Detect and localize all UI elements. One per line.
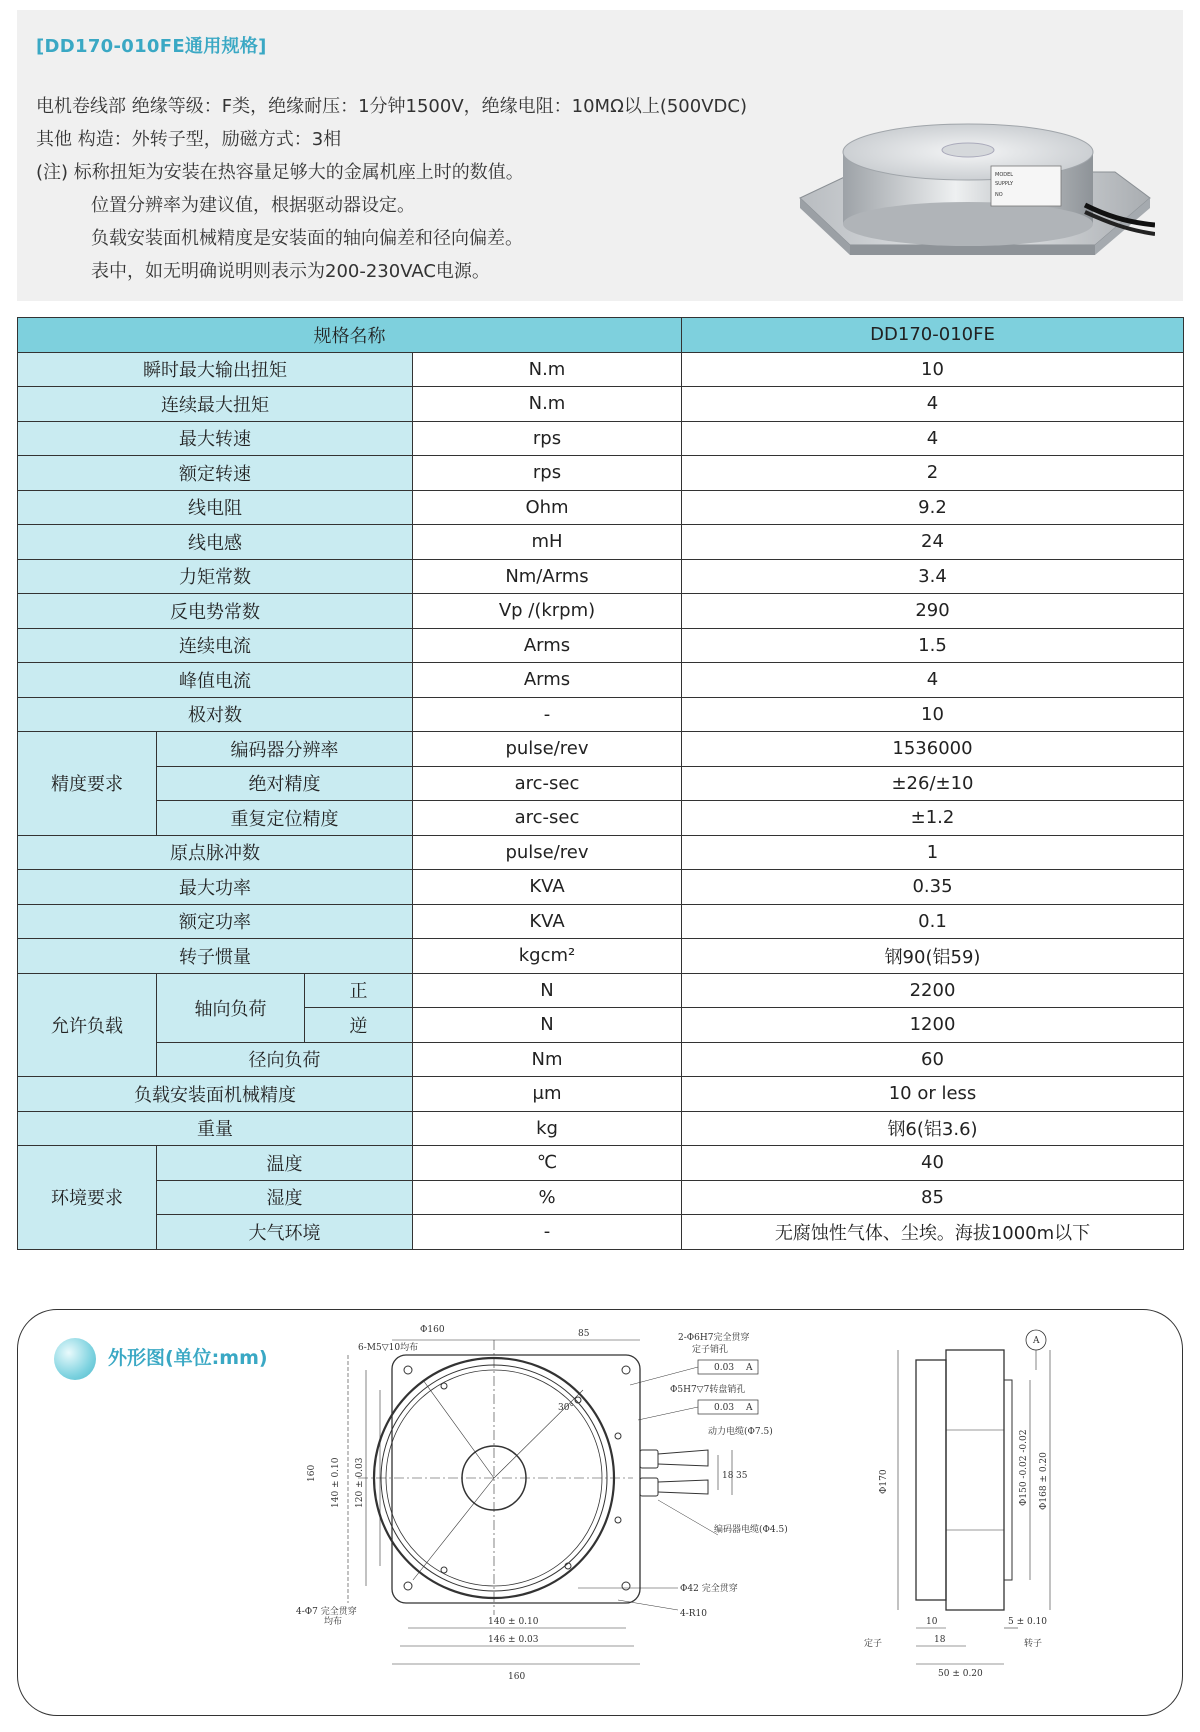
plate-supply: SUPPLY (995, 181, 1014, 187)
row-value: 10 (682, 352, 1184, 387)
dim-d42: Φ42 完全贯穿 (680, 1584, 738, 1594)
row-name: 转子惯量 (18, 939, 413, 974)
spec-table (17, 317, 1184, 1250)
row-value: 4 (682, 421, 1184, 456)
table-row (18, 1215, 1184, 1250)
table-row (18, 835, 1184, 870)
row-unit: μm (413, 1077, 682, 1112)
motor-product-photo (795, 110, 1155, 290)
row-unit: kg (413, 1111, 682, 1146)
note-line: 其他 构造：外转子型，励磁方式：3相 (36, 129, 342, 150)
table-row (18, 870, 1184, 905)
note-line: 电机卷线部 绝缘等级：F类，绝缘耐压：1分钟1500V，绝缘电阻：10MΩ以上(500VDC) (36, 96, 747, 117)
table-row (18, 697, 1184, 732)
row-name: 负载安装面机械精度 (18, 1077, 413, 1112)
note-line: 负载安装面机械精度是安装面的轴向偏差和径向偏差。 (91, 228, 523, 249)
dim-a30: 30° (558, 1403, 574, 1413)
row-value: 1200 (682, 1008, 1184, 1043)
table-row (18, 559, 1184, 594)
plate-no: NO (995, 192, 1003, 198)
dim-b146: 146 ± 0.03 (488, 1635, 539, 1645)
dim-enc: 编码器电缆(Φ4.5) (714, 1525, 788, 1535)
table-row (18, 628, 1184, 663)
table-row (18, 973, 1184, 1008)
row-value: 3.4 (682, 559, 1184, 594)
dim-s150: Φ150 -0.02 -0.02 (1019, 1429, 1029, 1506)
note-line: (注) 标称扭矩为安装在热容量足够大的金属机座上时的数值。 (36, 162, 524, 183)
row-value: 钢90(铝59) (682, 939, 1184, 974)
row-name: 最大功率 (18, 870, 413, 905)
dim-s50: 50 ± 0.20 (938, 1669, 983, 1679)
table-row (18, 1180, 1184, 1215)
row-name: 力矩常数 (18, 559, 413, 594)
table-row (18, 1077, 1184, 1112)
row-name: 重量 (18, 1111, 413, 1146)
row-unit: KVA (413, 870, 682, 905)
dim-holes: 4-Φ7 完全贯穿 (296, 1607, 357, 1617)
row-value: 24 (682, 525, 1184, 560)
row-unit: Nm (413, 1042, 682, 1077)
dim-datum2: A (746, 1403, 753, 1413)
note-line: 表中，如无明确说明则表示为200-230VAC电源。 (91, 261, 490, 282)
table-row (18, 801, 1184, 836)
table-row (18, 387, 1184, 422)
dim-s5: 5 ± 0.10 (1008, 1617, 1048, 1627)
dim-r10: 4-R10 (680, 1609, 707, 1619)
dim-v18: 18 (722, 1471, 734, 1481)
row-name: 额定转速 (18, 456, 413, 491)
row-unit: mH (413, 525, 682, 560)
dim-datum1: A (746, 1363, 753, 1373)
table-row (18, 904, 1184, 939)
table-row (18, 939, 1184, 974)
row-unit: arc-sec (413, 801, 682, 836)
spec-notes (36, 90, 747, 288)
row-value: 4 (682, 663, 1184, 698)
row-name: 反电势常数 (18, 594, 413, 629)
row-value: 10 (682, 697, 1184, 732)
row-name: 峰值电流 (18, 663, 413, 698)
dim-d160: Φ160 (420, 1325, 445, 1335)
row-unit: arc-sec (413, 766, 682, 801)
row-unit: pulse/rev (413, 835, 682, 870)
row-name: 线电阻 (18, 490, 413, 525)
row-value: 1536000 (682, 732, 1184, 767)
group-env: 环境要求 (18, 1146, 157, 1250)
row-unit: ℃ (413, 1146, 682, 1181)
row-name: 大气环境 (157, 1215, 413, 1250)
row-unit: N (413, 1008, 682, 1043)
dim-h140: 140 ± 0.10 (331, 1457, 341, 1508)
row-unit: pulse/rev (413, 732, 682, 767)
dim-b160: 160 (508, 1672, 526, 1682)
dim-v35: 35 (736, 1471, 748, 1481)
row-value: 10 or less (682, 1077, 1184, 1112)
row-name: 原点脉冲数 (18, 835, 413, 870)
row-unit: Arms (413, 628, 682, 663)
table-row (18, 490, 1184, 525)
row-name: 线电感 (18, 525, 413, 560)
table-row (18, 663, 1184, 698)
spec-title: [DD170-010FE通用规格] (36, 36, 267, 57)
row-name: 瞬时最大输出扭矩 (18, 352, 413, 387)
row-value: 无腐蚀性气体、尘埃。海拔1000m以下 (682, 1215, 1184, 1250)
row-name: 径向负荷 (157, 1042, 413, 1077)
row-unit: Vp /(krpm) (413, 594, 682, 629)
dim-pin5: Φ5H7▽7转盘销孔 (670, 1385, 746, 1395)
row-value: 60 (682, 1042, 1184, 1077)
outline-drawing-panel (17, 1309, 1183, 1716)
dim-h120: 120 ± 0.03 (355, 1457, 365, 1508)
table-row (18, 525, 1184, 560)
dim-s170: Φ170 (879, 1469, 889, 1494)
table-header-row (18, 318, 1184, 353)
table-row (18, 766, 1184, 801)
dim-b140: 140 ± 0.10 (488, 1617, 539, 1627)
row-value: 0.35 (682, 870, 1184, 905)
label-datum-a: A (1033, 1336, 1040, 1346)
row-unit: N.m (413, 387, 682, 422)
row-value: 钢6(铝3.6) (682, 1111, 1184, 1146)
row-name: 编码器分辨率 (157, 732, 413, 767)
dim-power: 动力电缆(Φ7.5) (708, 1427, 773, 1437)
table-row (18, 594, 1184, 629)
table-row (18, 1146, 1184, 1181)
header-spec-name: 规格名称 (18, 318, 682, 353)
plate-model: MODEL (995, 172, 1014, 178)
row-value: 290 (682, 594, 1184, 629)
dim-tol2: 0.03 (714, 1403, 735, 1413)
row-name: 逆 (305, 1008, 413, 1043)
row-unit: rps (413, 456, 682, 491)
note-line: 位置分辨率为建议值，根据驱动器设定。 (91, 195, 415, 216)
row-unit: - (413, 697, 682, 732)
table-row (18, 1111, 1184, 1146)
dim-holes-b: 均布 (324, 1617, 343, 1627)
row-unit: - (413, 1215, 682, 1250)
dim-tol1: 0.03 (714, 1363, 735, 1373)
label-rotor: 转子 (1024, 1639, 1043, 1649)
dim-s10: 10 (926, 1617, 938, 1627)
table-row (18, 1042, 1184, 1077)
row-unit: N (413, 973, 682, 1008)
dim-h160: 160 (307, 1464, 317, 1482)
row-name: 连续最大扭矩 (18, 387, 413, 422)
row-name: 最大转速 (18, 421, 413, 456)
row-unit: KVA (413, 904, 682, 939)
drawing-title: 外形图(单位:mm) (108, 1347, 268, 1369)
row-value: 1 (682, 835, 1184, 870)
row-unit: rps (413, 421, 682, 456)
table-row (18, 456, 1184, 491)
row-value: 1.5 (682, 628, 1184, 663)
row-name: 连续电流 (18, 628, 413, 663)
row-name: 正 (305, 973, 413, 1008)
row-name: 重复定位精度 (157, 801, 413, 836)
row-value: 40 (682, 1146, 1184, 1181)
row-value: ±1.2 (682, 801, 1184, 836)
group-load: 允许负载 (18, 973, 157, 1077)
row-name: 湿度 (157, 1180, 413, 1215)
row-value: 0.1 (682, 904, 1184, 939)
row-name: 温度 (157, 1146, 413, 1181)
table-row (18, 732, 1184, 767)
row-unit: % (413, 1180, 682, 1215)
table-row (18, 352, 1184, 387)
dim-m5: 6-M5▽10均布 (358, 1343, 419, 1353)
axial-load-label: 轴向负荷 (157, 973, 305, 1042)
row-value: ±26/±10 (682, 766, 1184, 801)
row-value: 2200 (682, 973, 1184, 1008)
row-unit: Nm/Arms (413, 559, 682, 594)
row-value: 4 (682, 387, 1184, 422)
dim-w85: 85 (578, 1329, 590, 1339)
header-model: DD170-010FE (682, 318, 1184, 353)
label-stator: 定子 (864, 1639, 883, 1649)
row-unit: N.m (413, 352, 682, 387)
dim-s18: 18 (934, 1635, 946, 1645)
row-name: 绝对精度 (157, 766, 413, 801)
row-unit: kgcm² (413, 939, 682, 974)
dim-pin6b: 定子销孔 (692, 1345, 729, 1355)
row-name: 极对数 (18, 697, 413, 732)
row-unit: Ohm (413, 490, 682, 525)
group-precision: 精度要求 (18, 732, 157, 836)
dim-pin6: 2-Φ6H7完全贯穿 (678, 1333, 750, 1343)
intro-panel (17, 10, 1183, 301)
row-name: 额定功率 (18, 904, 413, 939)
dim-s168: Φ168 ± 0.20 (1039, 1452, 1049, 1510)
table-row (18, 421, 1184, 456)
row-unit: Arms (413, 663, 682, 698)
row-value: 9.2 (682, 490, 1184, 525)
row-value: 2 (682, 456, 1184, 491)
dimension-drawing (18, 1310, 1184, 1717)
row-value: 85 (682, 1180, 1184, 1215)
